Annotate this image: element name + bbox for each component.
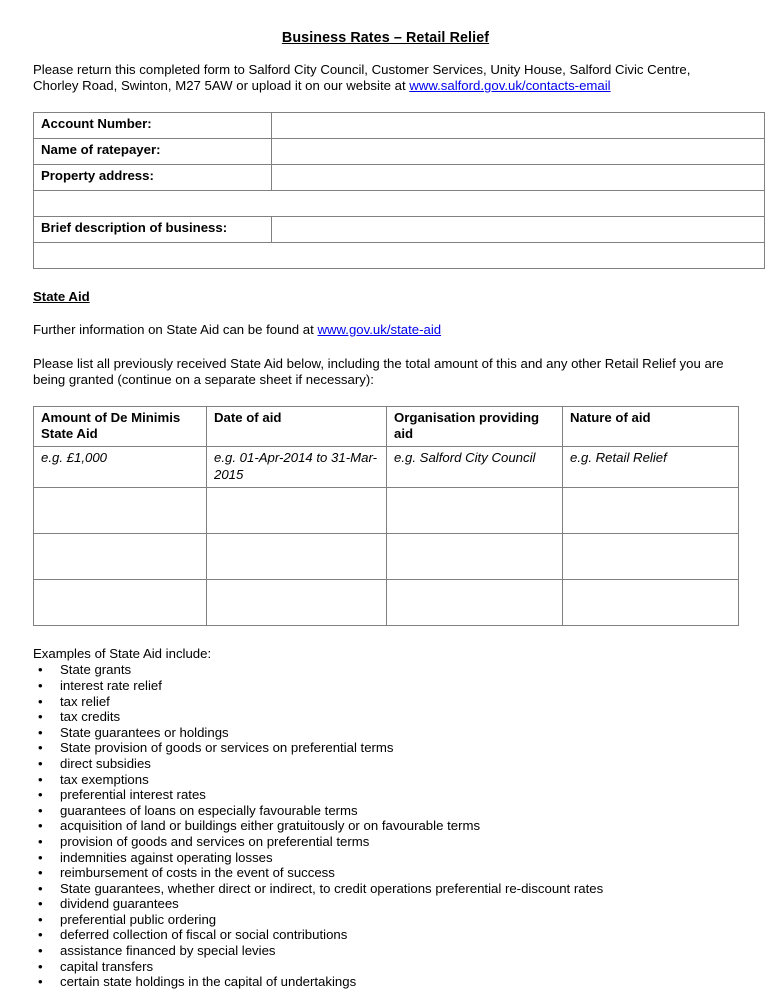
nature-field[interactable] [563,534,739,580]
example-amount: e.g. £1,000 [34,447,207,488]
list-item-label: State provision of goods or services on preferential terms [60,740,394,756]
list-item [33,959,738,975]
intro-paragraph [33,62,738,95]
column-header-amount: Amount of De Minimis State Aid [34,406,207,447]
bullet-icon: • [38,943,43,959]
list-item-label: provision of goods and services on preferential terms [60,833,370,849]
table-row [34,216,765,242]
account-number-field[interactable] [272,112,765,138]
page-title: Business Rates – Retail Relief [281,30,490,46]
account-number-label: Account Number: [34,112,272,138]
bullet-icon: • [38,677,43,693]
list-item [33,865,738,881]
bullet-icon: • [38,880,43,896]
list-item [33,756,738,772]
property-address-field[interactable] [272,164,765,190]
bullet-icon: • [38,896,43,912]
salford-contacts-link[interactable]: www.salford.gov.uk/contacts-email [409,78,611,94]
list-item-label: tax credits [60,709,121,725]
list-item [33,662,738,678]
amount-field[interactable] [34,534,207,580]
spacer [33,269,738,289]
state-aid-instruction: Please list all previously received State Aid below, including the total amount of this and any other Retail Relief you are being granted (continue on a separate sheet if necessary): [33,355,724,388]
bullet-icon: • [38,693,43,709]
organisation-field[interactable] [387,534,563,580]
bullet-icon: • [38,755,43,771]
list-item-label: dividend guarantees [60,896,179,912]
list-item [33,725,738,741]
column-header-date: Date of aid [207,406,387,447]
state-aid-heading: State Aid [33,288,90,304]
amount-field[interactable] [34,580,207,626]
table-row [34,190,765,216]
list-item-label: certain state holdings in the capital of undertakings [60,974,357,990]
bullet-icon: • [38,802,43,818]
business-description-overflow-field[interactable] [34,242,765,268]
table-row-example [34,447,739,488]
state-aid-gov-link[interactable]: www.gov.uk/state-aid [317,322,442,338]
date-field[interactable] [207,580,387,626]
column-header-nature: Nature of aid [563,406,739,447]
bullet-icon: • [38,662,43,678]
bullet-icon: • [38,740,43,756]
nature-field[interactable] [563,488,739,534]
list-item [33,974,738,990]
business-description-field[interactable] [272,216,765,242]
date-field[interactable] [207,534,387,580]
table-row [34,488,739,534]
organisation-field[interactable] [387,580,563,626]
property-address-overflow-field[interactable] [34,190,765,216]
list-item [33,740,738,756]
list-item-label: assistance financed by special levies [60,943,276,959]
example-nature: e.g. Retail Relief [563,447,739,488]
list-item-label: preferential interest rates [60,787,206,803]
bullet-icon: • [38,833,43,849]
state-aid-info-text: Further information on State Aid can be found at [33,322,318,338]
table-row [34,112,765,138]
bullet-icon: • [38,709,43,725]
bullet-icon: • [38,911,43,927]
table-row [34,580,739,626]
list-item-label: preferential public ordering [60,911,217,927]
document-content [33,30,738,990]
list-item [33,912,738,928]
bullet-icon: • [38,849,43,865]
column-header-organisation: Organisation providing aid [387,406,563,447]
list-item-label: State grants [60,662,132,678]
example-date: e.g. 01-Apr-2014 to 31-Mar-2015 [207,447,387,488]
ratepayer-details-table [33,112,765,269]
business-description-label: Brief description of business: [34,216,272,242]
list-item-label: State guarantees or holdings [60,724,229,740]
spacer [33,305,738,322]
bullet-icon: • [38,771,43,787]
list-item [33,927,738,943]
state-aid-examples-list [33,662,738,989]
list-item [33,772,738,788]
list-item [33,834,738,850]
state-aid-table [33,406,739,626]
state-aid-info-paragraph [33,322,738,339]
intro-text: Please return this completed form to Salford City Council, Customer Services, Unity House, Salford Civic Centre, Chorley Road, Swinton, M27 5AW or upload it on our website at [33,61,691,94]
examples-intro: Examples of State Aid include: [33,646,212,662]
table-row [34,534,739,580]
list-item-label: interest rate relief [60,677,162,693]
list-item [33,943,738,959]
bullet-icon: • [38,974,43,990]
list-item-label: reimbursement of costs in the event of success [60,865,335,881]
list-item [33,896,738,912]
name-of-ratepayer-label: Name of ratepayer: [34,138,272,164]
spacer [33,95,738,112]
table-row [34,138,765,164]
list-item-label: indemnities against operating losses [60,849,273,865]
name-of-ratepayer-field[interactable] [272,138,765,164]
bullet-icon: • [38,724,43,740]
bullet-icon: • [38,958,43,974]
amount-field[interactable] [34,488,207,534]
property-address-label: Property address: [34,164,272,190]
spacer [33,626,738,646]
list-item [33,818,738,834]
list-item-label: tax relief [60,693,110,709]
table-row [34,164,765,190]
table-row [34,242,765,268]
list-item [33,850,738,866]
list-item-label: capital transfers [60,958,154,974]
list-item-label: guarantees of loans on especially favourable terms [60,802,358,818]
spacer [33,389,738,406]
table-header-row [34,406,739,447]
list-item [33,881,738,897]
list-item-label: deferred collection of fiscal or social contributions [60,927,348,943]
list-item [33,787,738,803]
list-item [33,678,738,694]
bullet-icon: • [38,818,43,834]
date-field[interactable] [207,488,387,534]
list-item [33,694,738,710]
organisation-field[interactable] [387,488,563,534]
list-item-label: direct subsidies [60,755,151,771]
bullet-icon: • [38,787,43,803]
bullet-icon: • [38,865,43,881]
list-item [33,803,738,819]
spacer [33,339,738,356]
list-item-label: State guarantees, whether direct or indirect, to credit operations preferential re-discount rates [60,880,604,896]
list-item [33,709,738,725]
list-item-label: tax exemptions [60,771,149,787]
bullet-icon: • [38,927,43,943]
nature-field[interactable] [563,580,739,626]
example-organisation: e.g. Salford City Council [387,447,563,488]
list-item-label: acquisition of land or buildings either gratuitously or on favourable terms [60,818,481,834]
